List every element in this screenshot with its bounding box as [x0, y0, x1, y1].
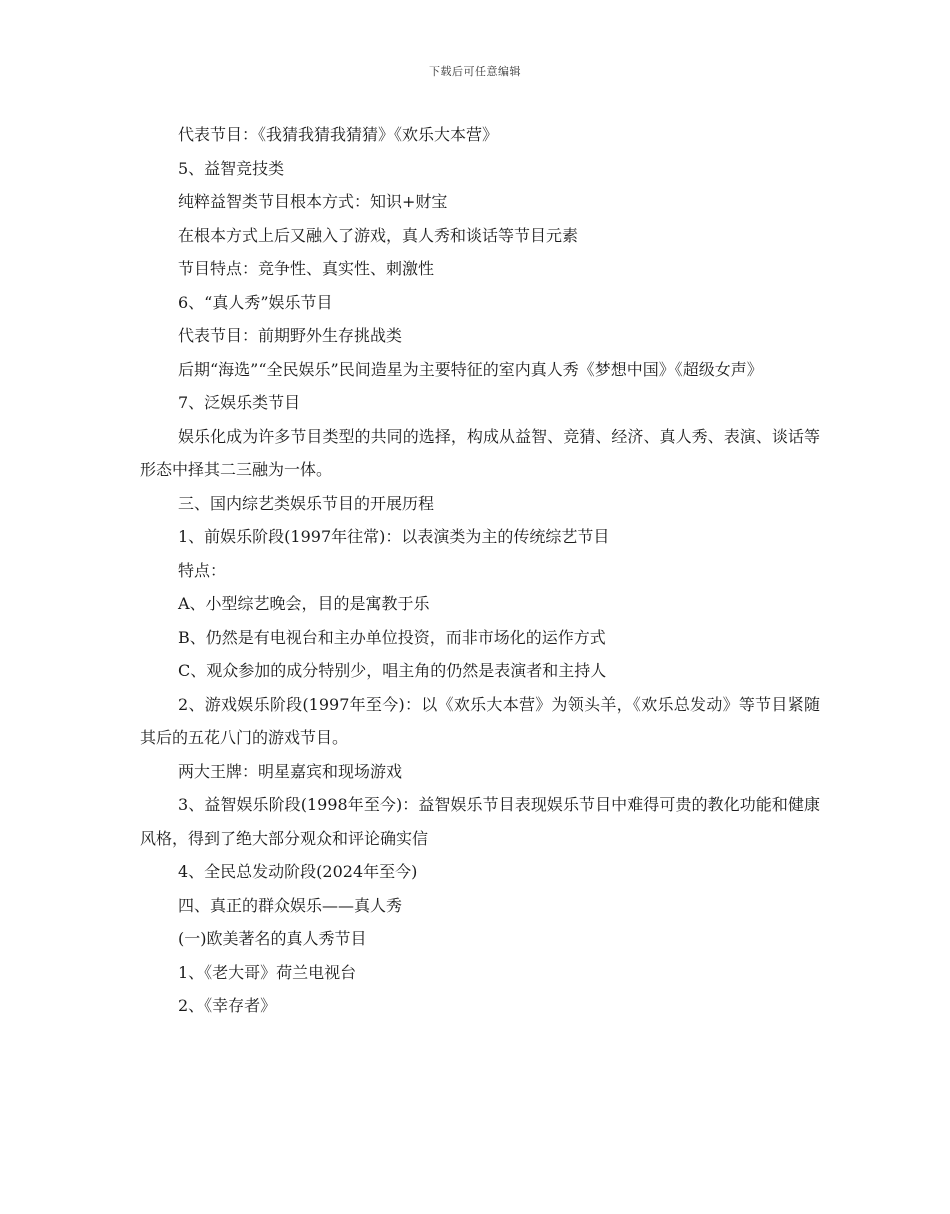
paragraph: 代表节目：前期野外生存挑战类 [178, 326, 403, 345]
paragraph: 后期“海选”“全民娱乐”民间造星为主要特征的室内真人秀《梦想中国》《超级女声》 [178, 359, 763, 379]
paragraph: 在根本方式上后又融入了游戏，真人秀和谈话等节目元素 [178, 225, 579, 245]
paragraph: 5、益智竞技类 [178, 158, 285, 178]
paragraph: 特点： [178, 560, 227, 580]
paragraph: 6、“真人秀”娱乐节目 [178, 292, 333, 312]
paragraph: (一)欧美著名的真人秀节目 [178, 929, 367, 948]
document-body [140, 118, 820, 1023]
section-heading: 四、真正的群众娱乐——真人秀 [178, 895, 403, 915]
paragraph: 3、益智娱乐阶段(1998年至今)：益智娱乐节目表现娱乐节目中难得可贵的教化功能和健康风格，得到了绝大部分观众和评论确实信 [140, 795, 820, 848]
paragraph: 两大王牌：明星嘉宾和现场游戏 [178, 761, 403, 781]
paragraph: C、观众参加的成分特别少，唱主角的仍然是表演者和主持人 [178, 661, 607, 680]
page-header: 下载后可任意编辑 [429, 65, 521, 78]
paragraph: 纯粹益智类节目根本方式：知识+财宝 [178, 192, 448, 211]
paragraph: 7、泛娱乐类节目 [178, 393, 301, 412]
paragraph: A、小型综艺晚会，目的是寓教于乐 [178, 594, 430, 613]
paragraph: 1、前娱乐阶段(1997年往常)：以表演类为主的传统综艺节目 [178, 527, 610, 546]
paragraph: 代表节目：《我猜我猜我猜猜》《欢乐大本营》 [178, 125, 499, 144]
section-heading: 三、国内综艺类娱乐节目的开展历程 [178, 493, 435, 513]
paragraph: B、仍然是有电视台和主办单位投资，而非市场化的运作方式 [178, 627, 606, 647]
paragraph: 娱乐化成为许多节目类型的共同的选择，构成从益智、竞猜、经济、真人秀、表演、谈话等形态中择其二三融为一体。 [140, 426, 820, 479]
paragraph: 2、游戏娱乐阶段(1997年至今)：以《欢乐大本营》为领头羊，《欢乐总发动》等节目紧随其后的五花八门的游戏节目。 [140, 694, 820, 747]
paragraph: 1、《老大哥》荷兰电视台 [178, 962, 357, 982]
paragraph: 节目特点：竞争性、真实性、刺激性 [178, 259, 435, 278]
paragraph: 2、《幸存者》 [178, 996, 277, 1015]
paragraph: 4、全民总发动阶段(2024年至今) [178, 862, 418, 881]
